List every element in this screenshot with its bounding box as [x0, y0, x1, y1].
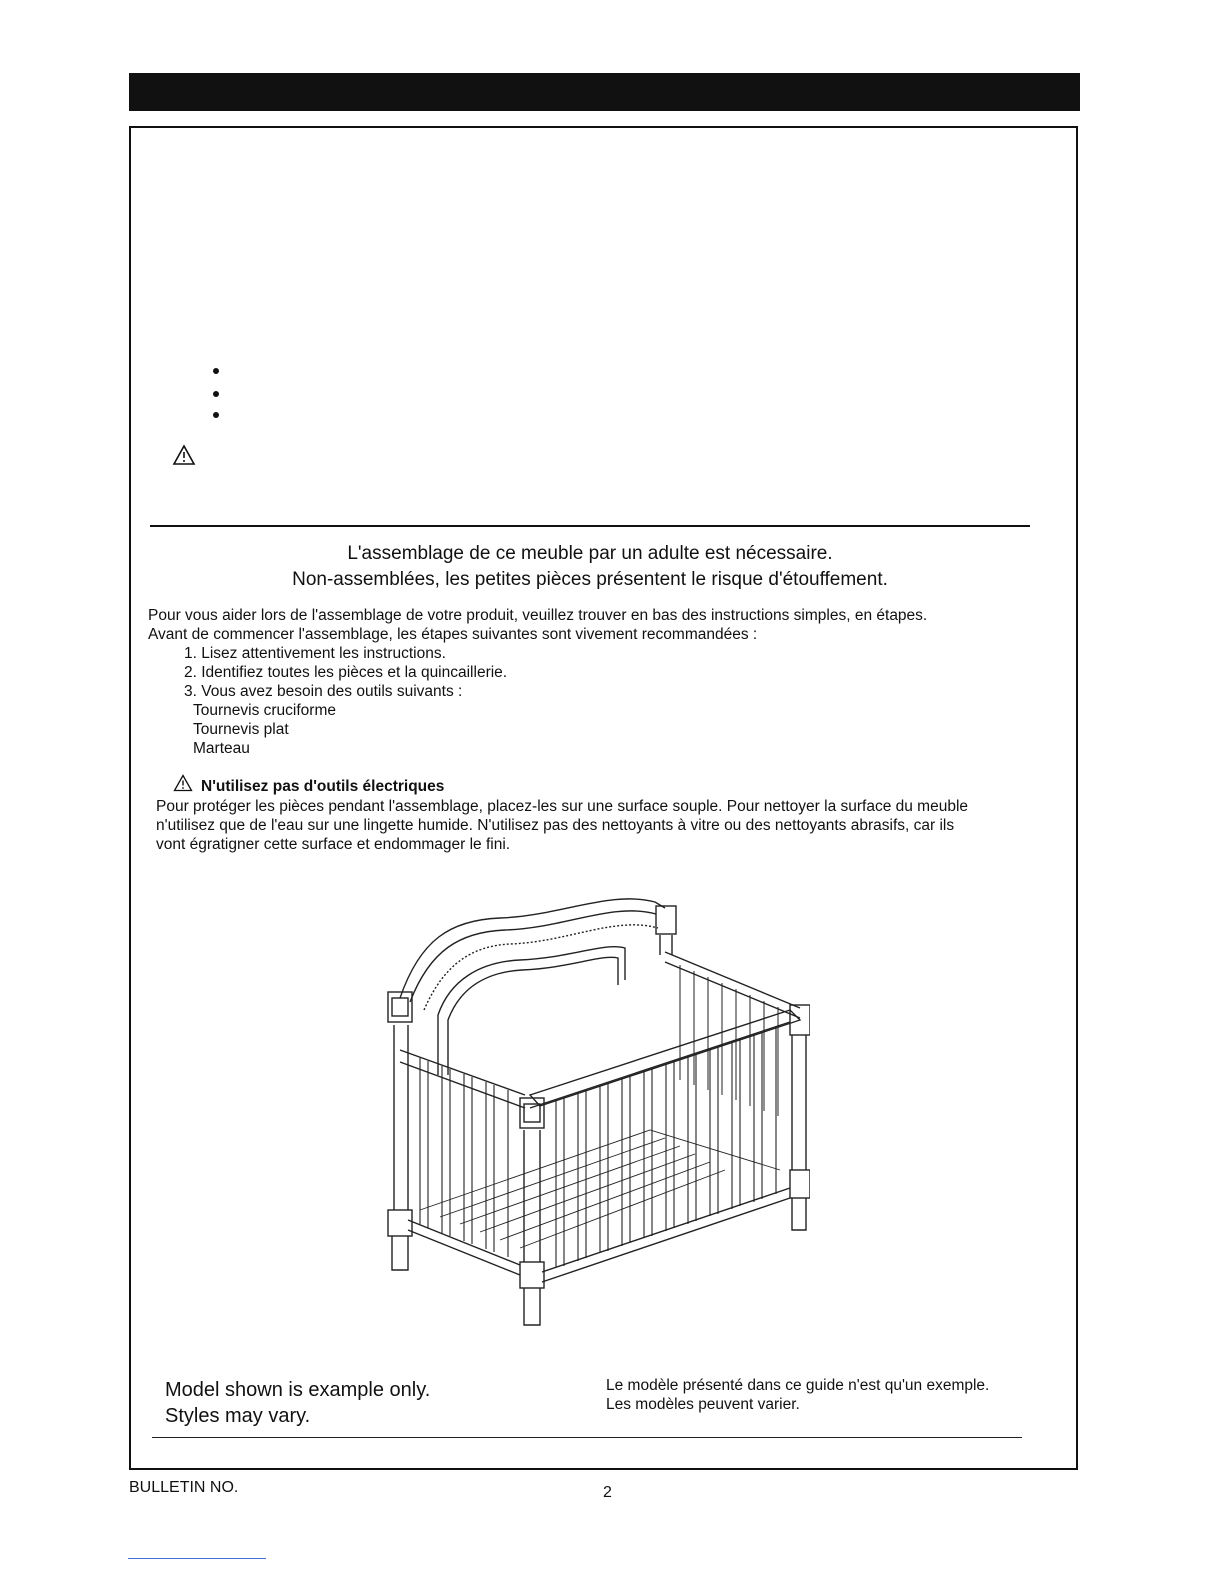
crib-illustration: [380, 880, 810, 1330]
warning-triangle-icon: [172, 444, 196, 466]
caption-en-line-1: Model shown is example only.: [165, 1379, 431, 1401]
warning-line: Pour protéger les pièces pendant l'assemblage, placez-les sur une surface souple. Pour nettoyer la surface du meuble: [156, 798, 969, 815]
tool-item: Tournevis plat: [193, 721, 289, 738]
tool-item: Tournevis cruciforme: [193, 702, 336, 719]
header-bar: [129, 73, 1080, 111]
notice-line-2: Non-assemblées, les petites pièces présentent le risque d'étouffement.: [292, 569, 888, 590]
caption-fr-line-1: Le modèle présenté dans ce guide n'est qu'un exemple.: [606, 1377, 990, 1394]
step-item: 3. Vous avez besoin des outils suivants :: [184, 683, 463, 700]
step-item: 2. Identifiez toutes les pièces et la quincaillerie.: [184, 664, 508, 681]
notice-line-1: L'assemblage de ce meuble par un adulte est nécessaire.: [347, 543, 833, 564]
bulletin-label: BULLETIN NO.: [129, 1479, 239, 1496]
bottom-link-underline: [128, 1558, 266, 1559]
warning-line: n'utilisez que de l'eau sur une lingette humide. N'utilisez pas des nettoyants à vitre ou des nettoyants abrasifs, car ils: [156, 817, 955, 834]
warning-line: vont égratigner cette surface et endommager le fini.: [156, 836, 511, 853]
intro-line-1: Pour vous aider lors de l'assemblage de votre produit, veuillez trouver en bas des instructions simples, en étapes.: [148, 607, 928, 624]
caption-fr-line-2: Les modèles peuvent varier.: [606, 1396, 800, 1413]
warning-title: N'utilisez pas d'outils électriques: [201, 778, 445, 795]
bullet-3: [213, 412, 219, 418]
section-divider: [150, 525, 1030, 527]
bullet-1: [213, 368, 219, 374]
page-number: 2: [603, 1484, 612, 1501]
tool-item: Marteau: [193, 740, 250, 757]
bullet-2: [213, 391, 219, 397]
warning-triangle-icon: [173, 774, 193, 792]
step-item: 1. Lisez attentivement les instructions.: [184, 645, 446, 662]
caption-en-line-2: Styles may vary.: [165, 1405, 311, 1427]
bottom-divider: [152, 1437, 1022, 1438]
intro-line-2: Avant de commencer l'assemblage, les étapes suivantes sont vivement recommandées :: [148, 626, 758, 643]
